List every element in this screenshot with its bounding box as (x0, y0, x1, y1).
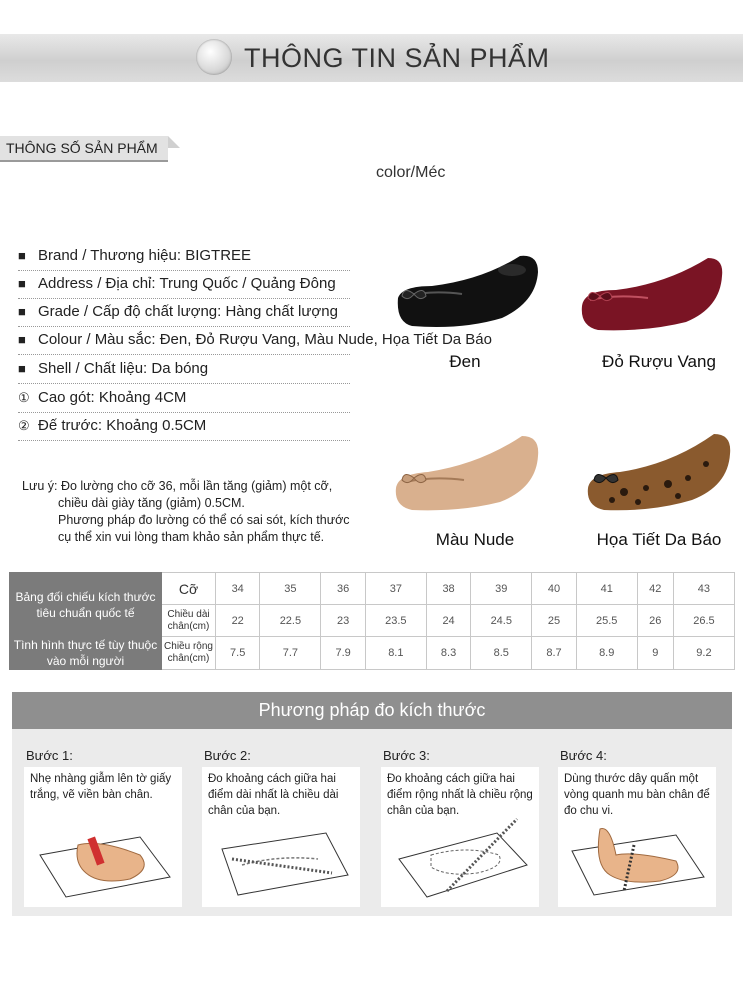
length-cell: 22.5 (260, 605, 321, 637)
spec-text: Đế trước: Khoảng 0.5CM (38, 417, 207, 434)
width-cell: 9 (637, 637, 673, 670)
spec-text: Brand / Thương hiệu: BIGTREE (38, 247, 252, 264)
table-header-note: Tình hình thực tế tùy thuộc vào mỗi người (10, 637, 162, 670)
measure-title: Phương pháp đo kích thước (12, 692, 732, 729)
length-cell: 23 (321, 605, 365, 637)
spec-item (18, 355, 350, 384)
step-1-desc: Nhẹ nhàng giẫm lên tờ giấy trắng, vẽ viền bàn chân. (30, 773, 172, 801)
width-cell: 8.7 (532, 637, 576, 670)
shoe-black-image (392, 246, 542, 331)
size-cell: 42 (637, 573, 673, 605)
size-cell: 37 (365, 573, 426, 605)
size-cell: 34 (216, 573, 260, 605)
step-3-title: Bước 3: (383, 748, 430, 763)
page-title: THÔNG TIN SẢN PHẨM (244, 43, 550, 73)
length-cell: 24.5 (471, 605, 532, 637)
width-cell: 8.9 (576, 637, 637, 670)
spec-item (18, 326, 492, 355)
step-4-desc: Dùng thước dây quấn một vòng quanh mu bàn chân để đo chu vi. (564, 773, 710, 817)
bullet: ② (18, 418, 30, 433)
width-cell: 8.3 (426, 637, 470, 670)
size-cell: 43 (673, 573, 734, 605)
size-label: Cỡ (162, 573, 216, 605)
width-cell: 7.7 (260, 637, 321, 670)
width-cell: 8.1 (365, 637, 426, 670)
spec-text: Grade / Cấp độ chất lượng: Hàng chất lượng (38, 303, 338, 320)
circle-icon (196, 39, 232, 75)
length-label: Chiều dài chân(cm) (162, 605, 216, 637)
length-cell: 23.5 (365, 605, 426, 637)
spec-item (18, 412, 350, 441)
foot-circumference-illustration (564, 815, 710, 901)
tab-corner (168, 136, 180, 148)
size-cell: 36 (321, 573, 365, 605)
step-3-card (381, 767, 539, 907)
bullet: ① (18, 390, 30, 405)
size-cell: 40 (532, 573, 576, 605)
length-cell: 24 (426, 605, 470, 637)
width-cell: 7.9 (321, 637, 365, 670)
step-1-card (24, 767, 182, 907)
shoe-nude-image (392, 430, 542, 515)
shoe-label-wine-red: Đỏ Rượu Vang (602, 352, 716, 371)
bullet: ■ (18, 361, 26, 376)
shoe-leopard-image (584, 430, 734, 515)
step-3-desc: Đo khoảng cách giữa hai điểm rộng nhất là chiều rộng chân của bạn. (387, 773, 533, 817)
shoe-wine-red-image (576, 250, 726, 335)
foot-width-illustration (387, 815, 533, 901)
spec-item (18, 270, 350, 299)
shoe-label-nude: Màu Nude (435, 530, 515, 549)
note-line: Phương pháp đo lường có thể có sai sót, kích thước (58, 513, 350, 527)
spec-text: Address / Địa chỉ: Trung Quốc / Quảng Đông (38, 275, 336, 292)
note-line: chiều dài giày tăng (giảm) 0.5CM. (58, 496, 245, 510)
bullet: ■ (18, 304, 26, 319)
size-table (9, 572, 735, 670)
section-tab (0, 136, 168, 162)
size-cell: 39 (471, 573, 532, 605)
color-title: color/Méc (376, 164, 446, 181)
table-header-standard: Bảng đối chiếu kích thước tiêu chuẩn quốc tế (10, 573, 162, 637)
step-2-card (202, 767, 360, 907)
header-banner (0, 34, 743, 82)
spec-item (18, 298, 350, 327)
bullet: ■ (18, 276, 26, 291)
step-4-title: Bước 4: (560, 748, 607, 763)
width-cell: 7.5 (216, 637, 260, 670)
spec-item (18, 242, 350, 271)
spec-text: Colour / Màu sắc: Đen, Đỏ Rượu Vang, Màu Nude, Họa Tiết Da Báo (38, 331, 492, 348)
length-cell: 22 (216, 605, 260, 637)
size-cell: 38 (426, 573, 470, 605)
width-label: Chiều rộng chân(cm) (162, 637, 216, 670)
bullet: ■ (18, 332, 26, 347)
bullet: ■ (18, 248, 26, 263)
length-cell: 26 (637, 605, 673, 637)
length-cell: 25.5 (576, 605, 637, 637)
step-1-title: Bước 1: (26, 748, 73, 763)
note-line: cụ thể xin vui lòng tham khảo sản phẩm thực tế. (58, 530, 325, 544)
size-cell: 41 (576, 573, 637, 605)
spec-text: Cao gót: Khoảng 4CM (38, 389, 187, 406)
measurement-note (22, 478, 362, 546)
length-cell: 26.5 (673, 605, 734, 637)
spec-text: Shell / Chất liệu: Da bóng (38, 360, 209, 377)
spec-item (18, 384, 350, 413)
step-2-desc: Đo khoảng cách giữa hai điểm dài nhất là chiều dài chân của bạn. (208, 773, 339, 817)
shoe-label-leopard: Họa Tiết Da Báo (596, 530, 722, 549)
size-cell: 35 (260, 573, 321, 605)
step-2-title: Bước 2: (204, 748, 251, 763)
width-cell: 9.2 (673, 637, 734, 670)
shoe-label-black: Đen (449, 352, 481, 371)
length-cell: 25 (532, 605, 576, 637)
width-cell: 8.5 (471, 637, 532, 670)
foot-length-illustration (208, 815, 354, 901)
note-line: Lưu ý: Đo lường cho cỡ 36, mỗi lần tăng (giảm) một cỡ, (22, 479, 333, 493)
section-title: THÔNG SỐ SẢN PHẨM (6, 140, 158, 156)
foot-tracing-illustration (30, 815, 176, 901)
step-4-card (558, 767, 716, 907)
